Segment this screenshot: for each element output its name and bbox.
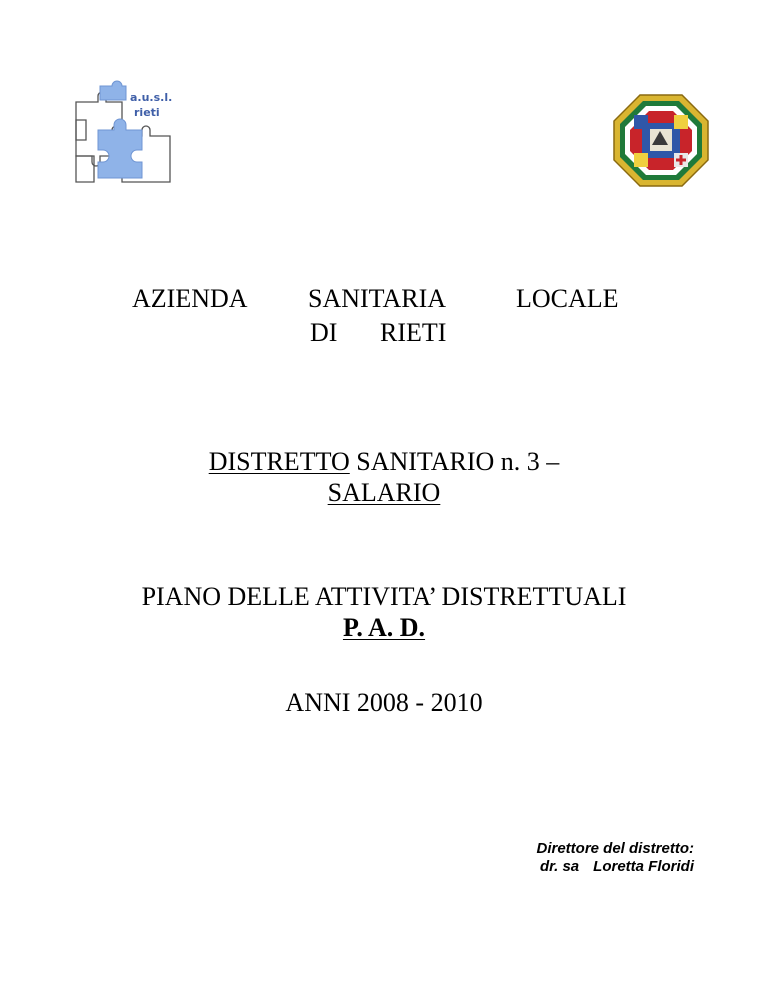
ausl-rieti-logo-icon: [72, 80, 176, 184]
title-word: RIETI: [380, 318, 447, 347]
director-title: dr. sa: [539, 858, 580, 875]
district-name: SALARIO: [327, 478, 441, 507]
title-word: SANITARIA: [308, 284, 447, 313]
years: ANNI 2008 - 2010: [285, 688, 483, 717]
title-word: LOCALE: [516, 284, 619, 313]
district-underlined-word: DISTRETTO: [208, 447, 350, 476]
logo-text-line2: rieti: [134, 106, 160, 119]
organization-title: [0, 284, 768, 314]
district-rest: SANITARIO n. 3 –: [349, 447, 560, 476]
logo-text-line1: a.u.s.l.: [130, 91, 173, 104]
director-label: Direttore del distretto:: [536, 840, 694, 857]
title-word: DI: [310, 318, 338, 347]
plan-title: PIANO DELLE ATTIVITA’ DISTRETTUALI: [141, 582, 627, 611]
lazio-region-crest-icon: [612, 93, 710, 188]
plan-acronym: P. A. D.: [342, 613, 426, 642]
district-line2: [0, 478, 768, 508]
director-name: Loretta Floridi: [593, 858, 694, 875]
district-line1: [0, 447, 768, 477]
plan-acronym-line: [0, 613, 768, 643]
director-name-line: [540, 858, 694, 876]
organization-title-line2: [0, 318, 768, 348]
title-word: AZIENDA: [132, 284, 248, 313]
